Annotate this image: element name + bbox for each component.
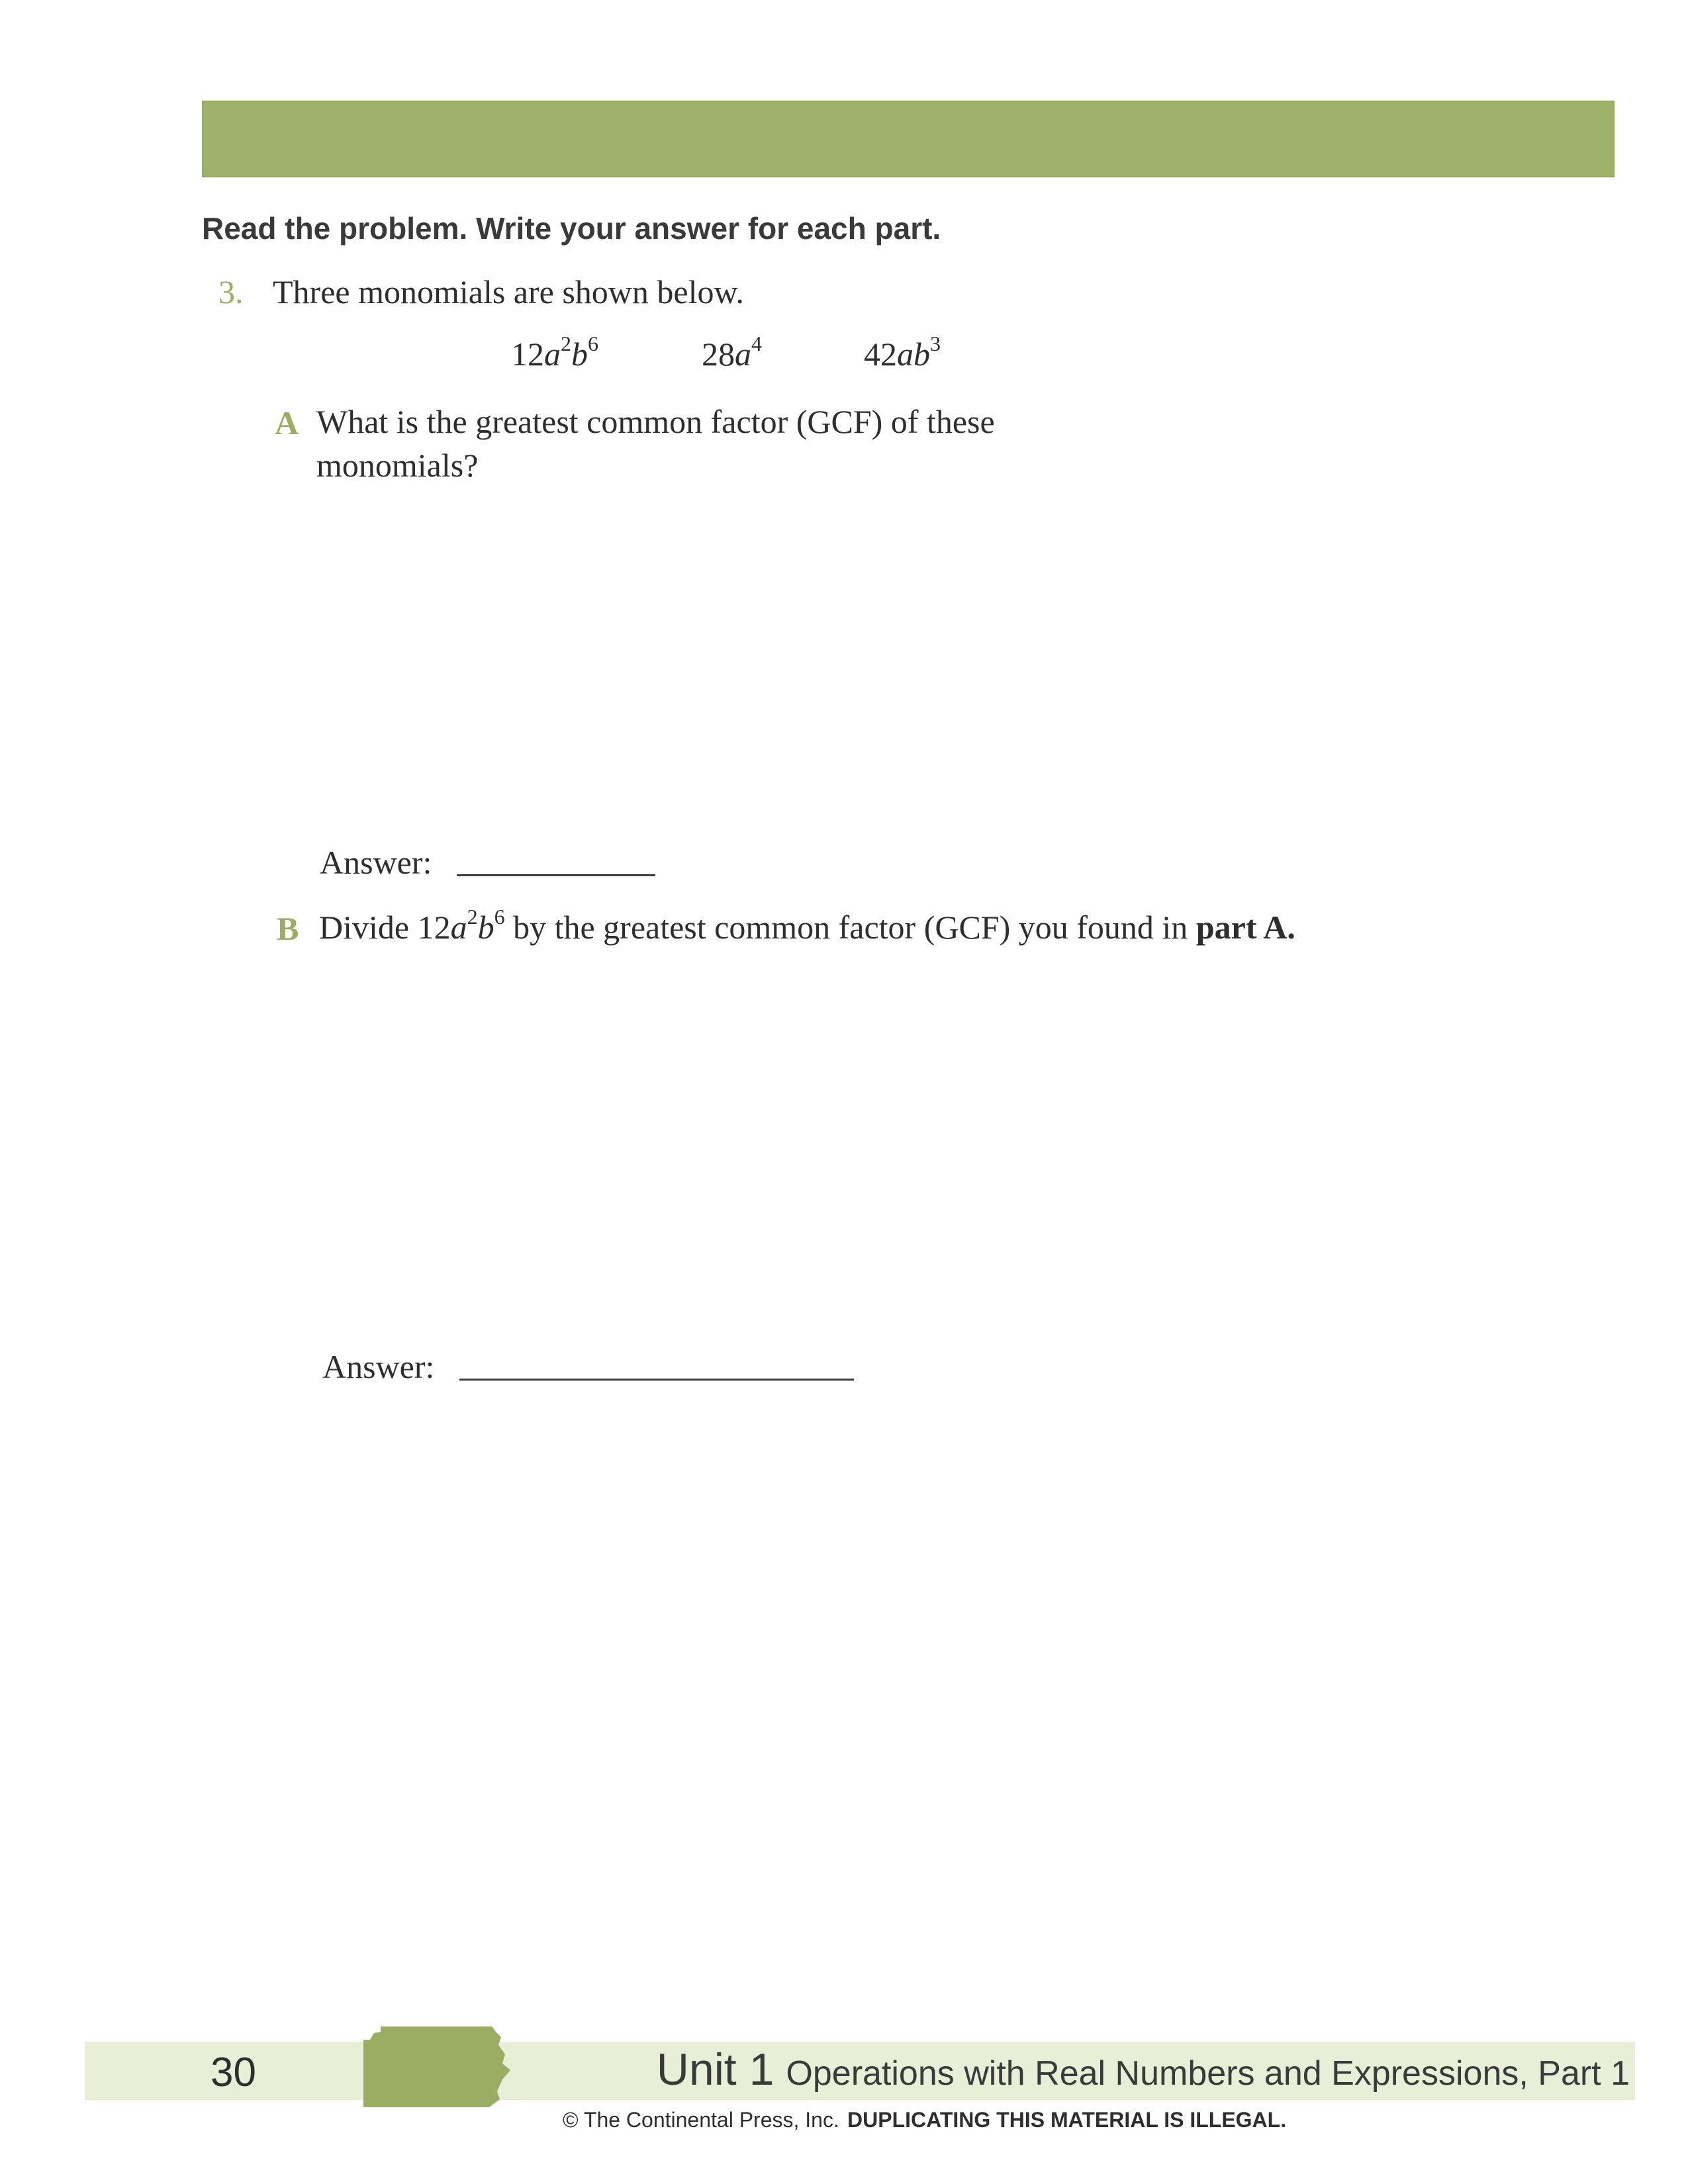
question-stem: Three monomials are shown below. [273, 273, 744, 310]
page-number: 30 [211, 2050, 256, 2095]
directions: Read the problem. Write your answer for each part. [202, 211, 941, 246]
copyright: © The Continental Press, Inc. [563, 2108, 839, 2132]
part-b-letter: B [277, 910, 299, 947]
state-map-icon [361, 2025, 513, 2113]
monomial-2: $28a^4$ [702, 332, 762, 373]
unit-label: Unit 1 [656, 2044, 774, 2095]
duplication-warning: DUPLICATING THIS MATERIAL IS ILLEGAL. [847, 2108, 1287, 2132]
part-a-answer-label: Answer: [320, 844, 432, 881]
part-a-answer-line[interactable] [457, 874, 655, 876]
unit-subtitle: Operations with Real Numbers and Expressions, Part 1 [786, 2054, 1630, 2093]
part-b-answer-label: Answer: [322, 1348, 435, 1385]
part-a-reference: part A. [1196, 909, 1295, 946]
unit-title [657, 2044, 1630, 2095]
part-b-text: Divide $12a^2b^6$ by the greatest common factor (GCF) you found in part A. [319, 905, 1295, 946]
question-number: 3. [218, 273, 244, 310]
part-b-answer-line[interactable] [459, 1379, 854, 1381]
part-a-text: What is the greatest common factor (GCF) of these monomials? [316, 403, 995, 484]
header-band [202, 101, 1615, 177]
part-a-letter: A [275, 404, 299, 441]
monomial-1: $12a^2b^6$ [511, 332, 598, 373]
monomial-3: $42ab^3$ [864, 332, 941, 373]
